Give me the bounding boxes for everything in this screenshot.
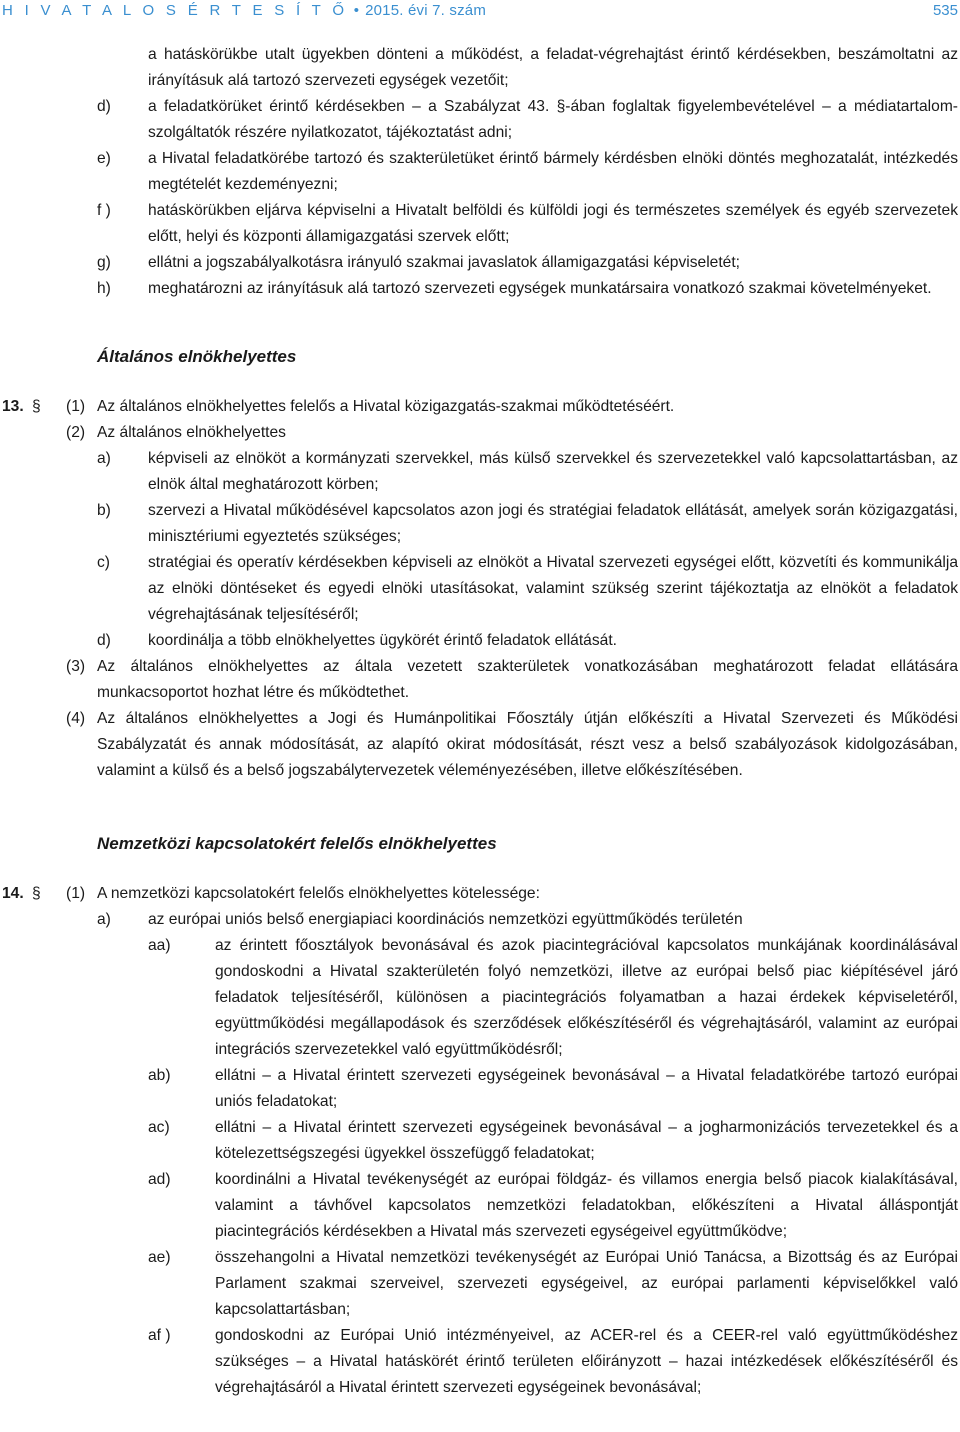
section-sign: § bbox=[32, 398, 41, 415]
paragraph-label: (4) bbox=[66, 710, 86, 727]
paragraph-text: A nemzetközi kapcsolatokért felelős elnökhelyettes kötelessége: bbox=[97, 885, 540, 902]
list-item-e bbox=[0, 146, 960, 198]
list-item-d bbox=[0, 628, 960, 654]
sub-item-label: ad) bbox=[148, 1171, 171, 1188]
page-header bbox=[0, 0, 960, 24]
list-item-label: e) bbox=[97, 150, 111, 167]
section-heading-14: Nemzetközi kapcsolatokért felelős elnökhelyettes bbox=[97, 834, 497, 853]
list-item-continuation bbox=[0, 42, 960, 94]
paragraph-text: Az általános elnökhelyettes az általa vezetett szakterületek vonatkozásában meghatározott feladat ellátására munkacsoportot hozhat létre és működtethet. bbox=[97, 658, 958, 701]
section-13-paragraph-4 bbox=[0, 706, 960, 784]
sub-item-text: összehangolni a Hivatal nemzetközi tevékenységét az Európai Unió Tanácsa, a Bizottság és az Európai Parlament szakmai szerveivel, szervezeti egységeivel, az európai parlamenti képviselőkkel való kapcsolattartásban; bbox=[215, 1249, 958, 1318]
sub-item-label: ab) bbox=[148, 1067, 171, 1084]
paragraph-label: (2) bbox=[66, 424, 86, 441]
sub-item-label: aa) bbox=[148, 937, 171, 954]
sub-item-label: af ) bbox=[148, 1327, 171, 1344]
section-13-paragraph-2 bbox=[0, 420, 960, 446]
sub-item-label: ac) bbox=[148, 1119, 170, 1136]
spacer bbox=[0, 370, 960, 394]
list-item-text: a hatáskörükbe utalt ügyekben dönteni a működést, a feladat-végrehajtást érintő kérdésekben, beszámoltatni az irányításuk alá tartozó szervezeti egységek vezetőit; bbox=[148, 46, 958, 89]
list-item-label: d) bbox=[97, 632, 111, 649]
list-item-c bbox=[0, 550, 960, 628]
sub-item-label: ae) bbox=[148, 1249, 171, 1266]
list-item-b bbox=[0, 498, 960, 550]
document-body bbox=[0, 42, 960, 1401]
paragraph-text: Az általános elnökhelyettes felelős a Hivatal közigazgatás-szakmai működtetéséért. bbox=[97, 398, 675, 415]
list-item-h bbox=[0, 276, 960, 302]
spacer bbox=[0, 857, 960, 881]
spacer bbox=[0, 302, 960, 344]
list-item-label: a) bbox=[97, 450, 111, 467]
list-item-text: ellátni a jogszabályalkotásra irányuló szakmai javaslatok államigazgatási képviseletét; bbox=[148, 254, 740, 271]
sub-item-ad bbox=[0, 1167, 960, 1245]
sub-item-text: ellátni – a Hivatal érintett szervezeti egységeinek bevonásával – a jogharmonizációs tervezetekkel és a kötelezettségszegési ügyekkel összefüggő feladatokat; bbox=[215, 1119, 958, 1162]
list-item-text: szervezi a Hivatal működésével kapcsolatos azon jogi és stratégiai feladatok ellátását, amelyek során közigazgatási, minisztériumi egyeztetés szükséges; bbox=[148, 502, 958, 545]
list-item-label: h) bbox=[97, 280, 111, 297]
list-item-f bbox=[0, 198, 960, 250]
sub-item-ae bbox=[0, 1245, 960, 1323]
journal-title: H I V A T A L O S É R T E S Í T Ő bbox=[2, 2, 348, 19]
paragraph-label: (3) bbox=[66, 658, 86, 675]
list-item-label: a) bbox=[97, 911, 111, 928]
sub-item-text: ellátni – a Hivatal érintett szervezeti egységeinek bevonásával – a Hivatal feladatkörébe tartozó európai uniós feladatokat; bbox=[215, 1067, 958, 1110]
list-item-text: hatáskörükben eljárva képviselni a Hivatalt belföldi és külföldi jogi és természetes személyek és egyéb szervezetek előtt, helyi és központi államigazgatási szervek előtt; bbox=[148, 202, 958, 245]
list-item-g bbox=[0, 250, 960, 276]
sub-item-text: az érintett főosztályok bevonásával és azok piacintegrációval kapcsolatos munkájának koordinálásával gondoskodni a Hivatal szakterületén folyó nemzetközi, illetve az európai belső piac kiépítésével járó feladatok teljesítéséről, különösen a piacintegrációs folyamatban a hazai érdekek képviseletéről, együttműködési megállapodások és szerződések előkészítéséről és végrehajtásáról, valamint az európai integrációs szervezetekkel való együttműködésről; bbox=[215, 937, 958, 1058]
section-number: 13. bbox=[2, 398, 24, 415]
sub-item-text: gondoskodni az Európai Unió intézményeivel, az ACER-rel és a CEER-rel való együttműködéshez szükséges – a Hivatal hatáskörét érintő területen előirányzott – hazai intézkedések előkészítéséről és végrehajtásáról a Hivatal érintett szervezeti egységeinek bevonásával; bbox=[215, 1327, 958, 1396]
list-item-a bbox=[0, 446, 960, 498]
paragraph-text: Az általános elnökhelyettes bbox=[97, 424, 286, 441]
section-sign: § bbox=[32, 885, 41, 902]
issue-label: 2015. évi 7. szám bbox=[365, 2, 487, 19]
section-14-paragraph-1 bbox=[0, 881, 960, 907]
paragraph-label: (1) bbox=[66, 885, 86, 902]
list-item-label: c) bbox=[97, 554, 110, 571]
list-item-text: a Hivatal feladatkörébe tartozó és szakterületüket érintő bármely kérdésben elnöki döntés meghozatalát, intézkedés megtételét kezdeményezni; bbox=[148, 150, 958, 193]
section-13-paragraph-3 bbox=[0, 654, 960, 706]
list-item-text: a feladatkörüket érintő kérdésekben – a Szabályzat 43. §-ában foglaltak figyelembevételével – a médiatartalom-szolgáltatók részére nyilatkozatot, tájékoztatást adni; bbox=[148, 98, 958, 141]
list-item-text: koordinálja a több elnökhelyettes ügykörét érintő feladatok ellátását. bbox=[148, 632, 617, 649]
section-heading-13: Általános elnökhelyettes bbox=[97, 347, 297, 366]
header-separator: • bbox=[353, 2, 360, 19]
list-item-text: képviseli az elnököt a kormányzati szervekkel, más külső szervekkel és szervezetekkel való kapcsolattartásban, az elnök által meghatározott körben; bbox=[148, 450, 958, 493]
list-item-label: f ) bbox=[97, 202, 111, 219]
list-item-label: g) bbox=[97, 254, 111, 271]
section-number: 14. bbox=[2, 885, 24, 902]
list-item-a bbox=[0, 907, 960, 933]
sub-item-ab bbox=[0, 1063, 960, 1115]
list-item-text: az európai uniós belső energiapiaci koordinációs nemzetközi együttműködés területén bbox=[148, 911, 743, 928]
paragraph-text: Az általános elnökhelyettes a Jogi és Humánpolitikai Főosztály útján előkészíti a Hivatal Szervezeti és Működési Szabályzatát és annak módosítását, az alapító okirat módosítását, részt vesz a belső szabályozások kidolgozásában, valamint a külső és a belső jogszabálytervezetek véleményezésében, illetve előkészítésében. bbox=[97, 710, 958, 779]
page-number: 535 bbox=[932, 2, 958, 19]
list-item-text: stratégiai és operatív kérdésekben képviseli az elnököt a Hivatal szervezeti egységei előtt, közvetíti és kommunikálja az elnöki döntéseket és egyedi elnöki utasításokat, valamint szükség szerint tájékoztatja az elnököt a feladatok végrehajtásának teljesítéséről; bbox=[148, 554, 958, 623]
spacer bbox=[0, 784, 960, 831]
sub-item-text: koordinálni a Hivatal tevékenységét az európai földgáz- és villamos energia belső piacok kialakításával, valamint a távhővel kapcsolatos nemzetközi feladatokban, előkészíteni a Hivatal álláspontját piacintegrációs kérdésekben a Hivatal más szervezeti egységeivel együttműködve; bbox=[215, 1171, 958, 1240]
section-13-paragraph-1 bbox=[0, 394, 960, 420]
sub-item-af bbox=[0, 1323, 960, 1401]
sub-item-aa bbox=[0, 933, 960, 1063]
list-item-text: meghatározni az irányításuk alá tartozó szervezeti egységek munkatársaira vonatkozó szakmai követelményeket. bbox=[148, 280, 932, 297]
list-item-label: d) bbox=[97, 98, 111, 115]
paragraph-label: (1) bbox=[66, 398, 86, 415]
journal-title-line bbox=[2, 0, 486, 23]
sub-item-ac bbox=[0, 1115, 960, 1167]
list-item-label: b) bbox=[97, 502, 111, 519]
list-item-d bbox=[0, 94, 960, 146]
